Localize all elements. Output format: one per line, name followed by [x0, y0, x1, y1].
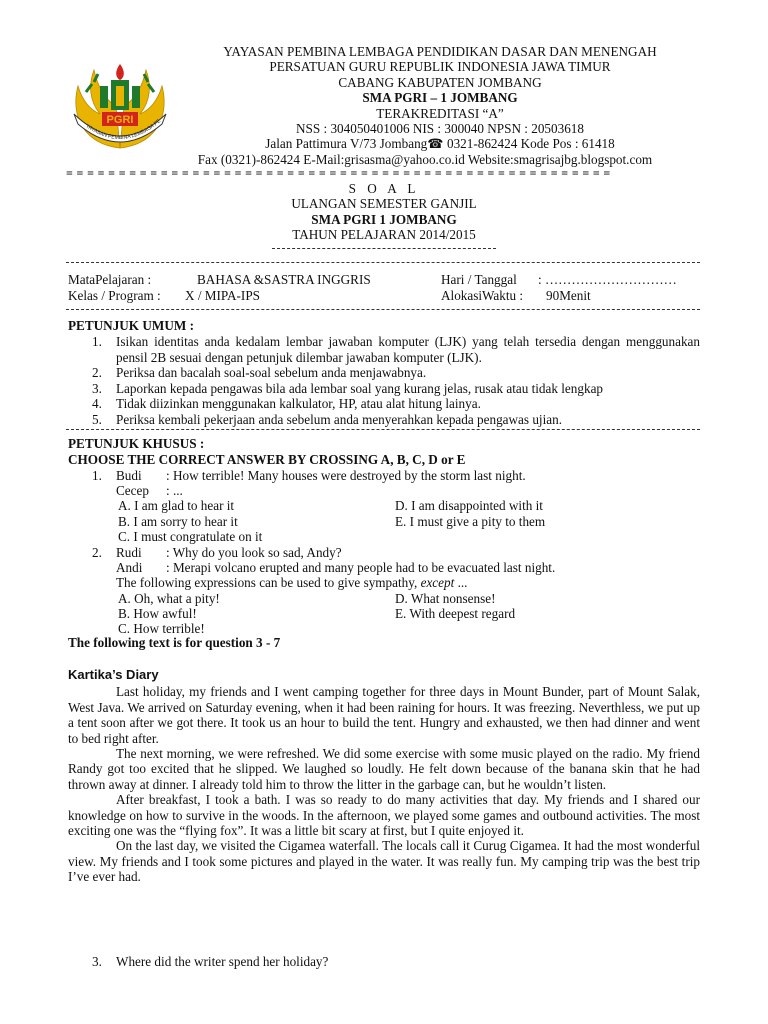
general-instructions-list — [68, 334, 700, 428]
header-foundation: YAYASAN PEMBINA LEMBAGA PENDIDIKAN DASAR DAN MENENGAH — [223, 44, 657, 59]
subject-label: MataPelajaran : — [68, 272, 152, 287]
header-accreditation: TERAKREDITASI “A” — [376, 105, 504, 121]
header-ids: NSS : 304050401006 NIS : 300040 NPSN : 20503618 — [296, 121, 584, 137]
dialog-line: : How terrible! Many houses were destroyed by the storm last night. — [166, 468, 526, 483]
info-bottom-divider — [66, 309, 700, 310]
time-value: 90Menit — [546, 288, 591, 303]
speaker-name: Rudi — [116, 545, 142, 560]
option-c[interactable]: C. I must congratulate on it — [118, 528, 263, 544]
special-instructions-text: CHOOSE THE CORRECT ANSWER BY CROSSING A, B, C, D or E — [68, 452, 466, 467]
title-exam: ULANGAN SEMESTER GANJIL — [291, 196, 477, 212]
dialog-line: : Why do you look so sad, Andy? — [166, 545, 342, 560]
school-header — [160, 44, 720, 167]
option-b[interactable]: B. How awful! — [118, 605, 197, 621]
option-c[interactable]: C. How terrible! — [118, 620, 205, 636]
option-a[interactable]: A. Oh, what a pity! — [118, 590, 220, 606]
general-instruction-item: 1. Isikan identitas anda kedalam lembar jawaban komputer (LJK) yang telah tersedia dengan menggunakan pensil 2B sesuai dengan petunjuk dilembar jawaban komputer (LJK). — [92, 334, 700, 365]
question-2 — [68, 545, 708, 636]
subject-value: BAHASA &SASTRA INGGRIS — [197, 272, 371, 287]
logo-torch-icon — [100, 64, 140, 110]
option-d[interactable]: D. What nonsense! — [395, 590, 496, 606]
question-number: 2. — [92, 545, 102, 560]
speaker-name: Andi — [116, 560, 143, 576]
question-text: Where did the writer spend her holiday? — [116, 954, 329, 969]
title-school: SMA PGRI 1 JOMBANG — [311, 211, 457, 227]
general-instruction-item: 2. Periksa dan bacalah soal-soal sebelum anda menjawabnya. — [92, 365, 427, 381]
header-school: SMA PGRI – 1 JOMBANG — [362, 90, 518, 106]
reading-paragraph: On the last day, we visited the Cigamea waterfall. The locals call it Curug Cigamea. It had the most wonderful view. My friends and I took some pictures and played in the water. It was really fun. My camping trip was the best trip I’ve ever had. — [68, 838, 700, 885]
reading-title: Kartika’s Diary — [68, 667, 159, 682]
question-1 — [68, 468, 708, 544]
class-value: X / MIPA-IPS — [185, 288, 260, 303]
dialog-line: : ... — [166, 483, 183, 499]
text-note: The following text is for question 3 - 7 — [68, 635, 281, 650]
special-instructions-title: PETUNJUK KHUSUS : — [68, 436, 205, 451]
header-association: PERSATUAN GURU REPUBLIK INDONESIA JAWA TIMUR — [269, 59, 611, 75]
question-number: 1. — [92, 468, 102, 483]
dialog-line: : Merapi volcano erupted and many people had to be evacuated last night. — [166, 560, 556, 576]
general-instruction-item: 3. Laporkan kepada pengawas bila ada lembar soal yang kurang jelas, rusak atau tidak lengkap — [92, 380, 604, 396]
reading-paragraph: Last holiday, my friends and I went camping together for three days in Mount Bunder, part of Mount Salak, West Java. We arrived on Saturday evening, when it had been raining for hours. It was freezing. Neverthless, we put up a tent soon after we got there. It took us an hour to build the tent. Hungry and exhausted, we then had dinner and went to bed right after. — [68, 684, 700, 746]
title-soal: S O A L — [348, 181, 420, 196]
reading-paragraph: The next morning, we were refreshed. We did some exercise with some music played on the radio. My friend Randy got too excited that he slipped. We laughed so loudly. He felt down because of the banana skin that he had thrown away at dinner. I already told him to throw the litter in the garbage can, but he wouldn’t listen. — [68, 746, 700, 792]
header-separator: = = = = = = = = = = = = = = = = = = = = = = = = = = = = = = = = = = = = = = = = = = = = = = = = = = = = — [66, 166, 611, 180]
general-instruction-item: 4. Tidak diizinkan menggunakan kalkulator, HP, atau alat hitung lainya. — [92, 396, 481, 412]
logo-pgri-text: PGRI — [106, 114, 134, 126]
reading-text — [68, 667, 700, 885]
exam-title — [0, 181, 768, 243]
option-d[interactable]: D. I am disappointed with it — [395, 498, 543, 514]
title-divider — [272, 248, 496, 249]
option-a[interactable]: A. I am glad to hear it — [118, 498, 235, 514]
option-e[interactable]: E. With deepest regard — [395, 605, 516, 621]
question-number: 3. — [92, 954, 102, 969]
general-instruction-item: 5. Periksa kembali pekerjaan anda sebelum anda menyerahkan kepada pengawas ujian. — [92, 411, 562, 427]
speaker-name: Cecep — [116, 483, 149, 499]
general-instructions-title: PETUNJUK UMUM : — [68, 318, 194, 333]
date-label: Hari / Tanggal — [441, 272, 517, 287]
header-contact: Fax (0321)-862424 E-Mail:grisasma@yahoo.co.id Website:smagrisajbg.blogspot.com — [197, 151, 653, 167]
option-e[interactable]: E. I must give a pity to them — [395, 513, 546, 529]
reading-paragraph: After breakfast, I took a bath. I was so ready to do many activities that day. My friends and I shared our knowledge on how to survive in the woods. In the afternoon, we played some games and outbound activities. The most exciting one was the “flying fox”. It was a little bit scary at first, but I quite enjoyed it. — [68, 792, 700, 839]
class-label: Kelas / Program : — [68, 288, 161, 303]
date-value: : ………………………… — [538, 272, 677, 287]
header-address: Jalan Pattimura V/73 Jombang☎ 0321-862424 Kode Pos : 61418 — [265, 136, 615, 152]
option-b[interactable]: B. I am sorry to hear it — [118, 513, 238, 529]
question-prompt: The following expressions can be used to give sympathy, except ... — [116, 575, 468, 591]
info-top-divider — [66, 262, 700, 263]
title-year: TAHUN PELAJARAN 2014/2015 — [292, 227, 476, 243]
speaker-name: Budi — [116, 468, 142, 483]
logo-ring-text: YAYASAN PEMBINA LEMBAGA PE — [84, 118, 163, 142]
question-3 — [68, 954, 708, 969]
time-label: AlokasiWaktu : — [441, 288, 524, 303]
header-branch: CABANG KABUPATEN JOMBANG — [338, 74, 542, 90]
general-divider — [66, 429, 700, 430]
